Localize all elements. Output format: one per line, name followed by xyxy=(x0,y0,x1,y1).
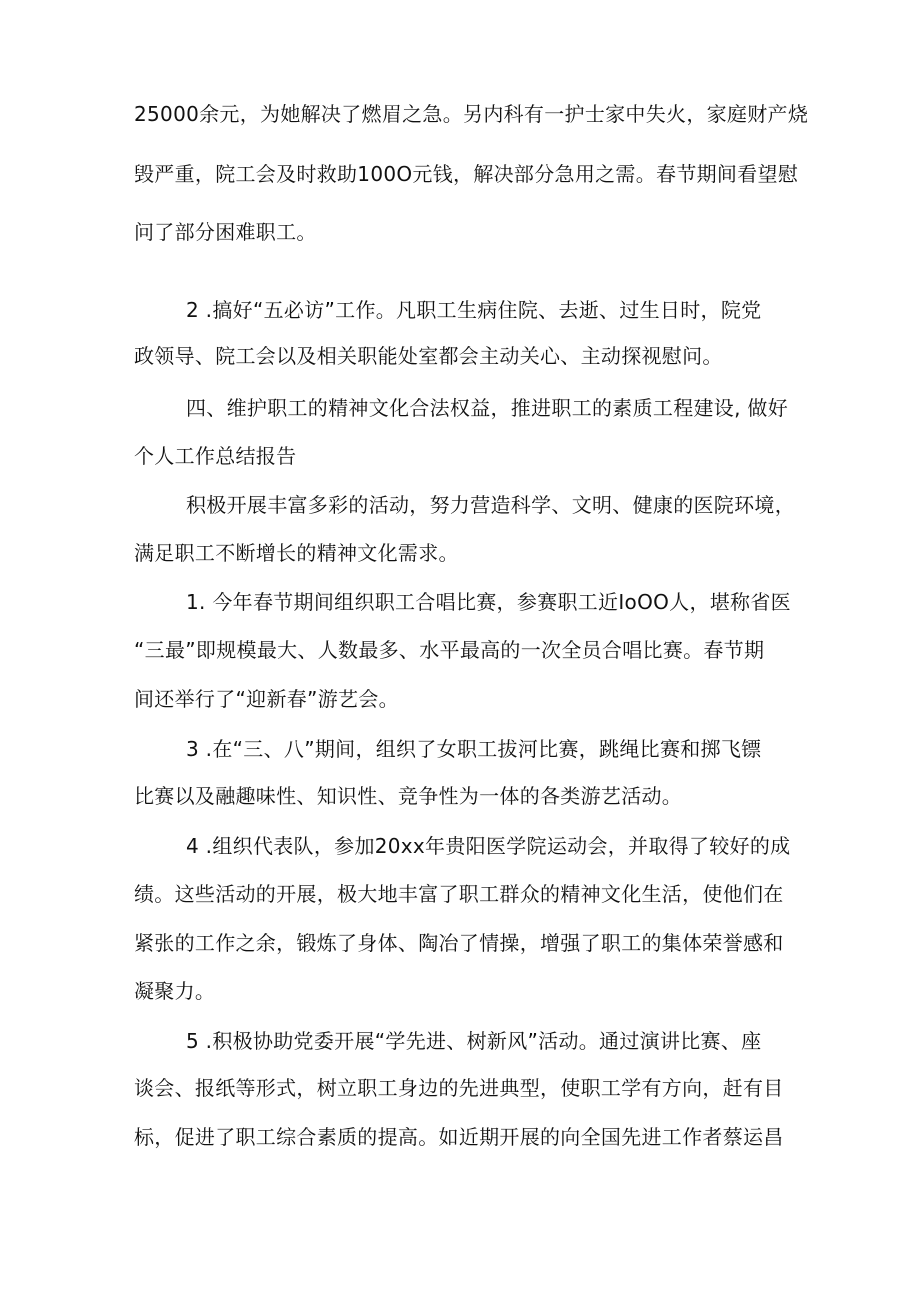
text-line-20: 谈会、报纸等形式，树立职工身边的先进典型，使职工学有方向，赶有目 xyxy=(134,1076,784,1100)
text-line-10: 1. 今年春节期间组织职工合唱比赛，参赛职工近IoOO人，堪称省医 xyxy=(186,590,791,614)
text-line-21: 标，促进了职工综合素质的提高。如近期开展的向全国先进工作者蔡运昌 xyxy=(134,1125,784,1149)
text-line-11: “三最”即规模最大、人数最多、水平最高的一次全员合唱比赛。春节期 xyxy=(134,638,765,662)
text-line-13: 3 .在“三、八”期间，组织了女职工拔河比赛，跳绳比赛和掷飞镖 xyxy=(186,737,762,761)
text-line-12: 间还举行了“迎新春”游艺会。 xyxy=(134,687,399,711)
text-line-3: 问了部分困难职工。 xyxy=(134,220,317,244)
text-line-15: 4 .组织代表队，参加20xx年贵阳医学院运动会，并取得了较好的成 xyxy=(186,834,791,858)
text-line-2: 毁严重，院工会及时救助100O元钱，解决部分急用之需。春节期间看望慰 xyxy=(134,162,799,186)
text-line-6: 四、维护职工的精神文化合法权益，推进职工的素质工程建设, 做好 xyxy=(186,396,789,420)
text-line-7: 个人工作总结报告 xyxy=(134,444,297,468)
text-line-4: 2 .搞好“五必访”工作。凡职工生病住院、去逝、过生日时，院党 xyxy=(186,298,762,322)
text-line-16: 绩。这些活动的开展，极大地丰富了职工群众的精神文化生活，使他们在 xyxy=(134,882,784,906)
text-line-8: 积极开展丰富多彩的活动，努力营造科学、文明、健康的医院环境， xyxy=(186,493,795,517)
text-line-18: 凝聚力。 xyxy=(134,979,216,1003)
text-line-5: 政领导、院工会以及相关职能处室都会主动关心、主动探视慰问。 xyxy=(134,344,723,368)
text-line-17: 紧张的工作之余，锻炼了身体、陶冶了情操，增强了职工的集体荣誉感和 xyxy=(134,931,784,955)
text-line-1: 25000余元，为她解决了燃眉之急。另内科有一护士家中失火，家庭财产烧 xyxy=(134,102,809,126)
text-line-9: 满足职工不断增长的精神文化需求。 xyxy=(134,541,459,565)
text-line-14: 比赛以及融趣味性、知识性、竞争性为一体的各类游艺活动。 xyxy=(134,784,683,808)
text-line-19: 5 .积极协助党委开展“学先进、树新风”活动。通过演讲比赛、座 xyxy=(186,1029,762,1053)
